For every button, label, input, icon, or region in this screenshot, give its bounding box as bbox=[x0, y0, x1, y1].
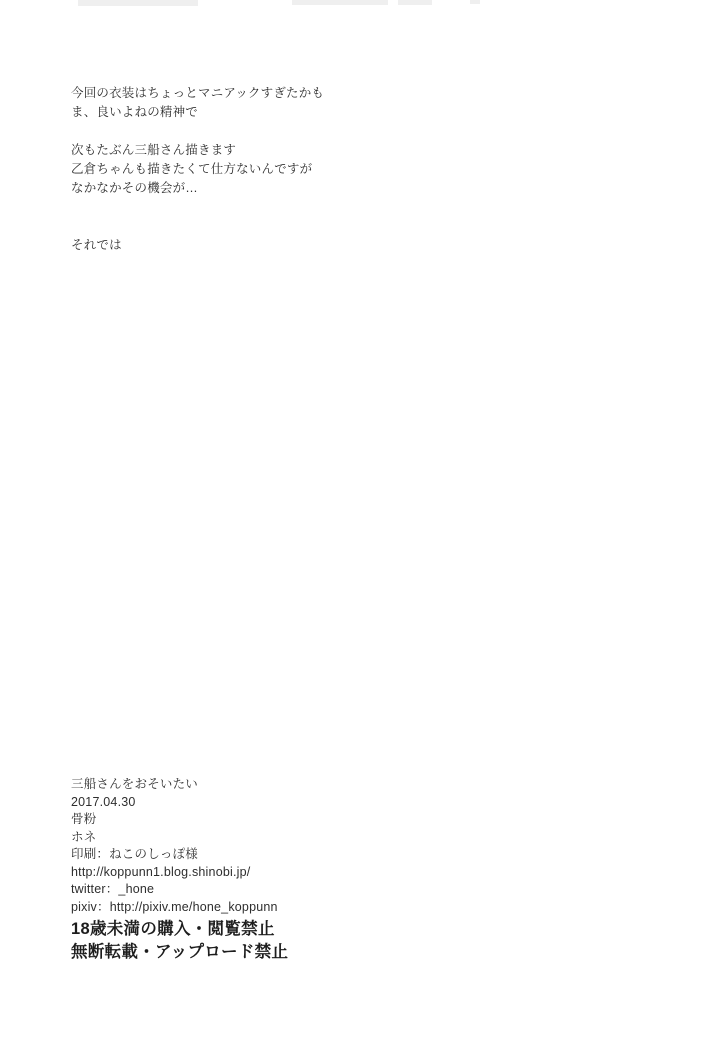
afterword-line: 今回の衣装はちょっとマニアックすぎたかも bbox=[71, 86, 325, 100]
afterword-line: 乙倉ちゃんも描きたくて仕方ないんですが bbox=[71, 162, 313, 176]
colophon-blog-url[interactable]: http://koppunn1.blog.shinobi.jp/ bbox=[71, 864, 251, 879]
afterword-line: なかなかその機会が… bbox=[71, 181, 199, 195]
age-restriction-notice bbox=[71, 918, 491, 964]
colophon-printer: 印刷：ねこのしっぽ様 bbox=[71, 847, 199, 861]
scan-smudge bbox=[398, 0, 432, 5]
colophon-twitter[interactable]: twitter：_hone bbox=[71, 882, 155, 896]
notice-line-age: 18歳未満の購入・閲覧禁止 bbox=[71, 920, 275, 938]
afterword-line: 次もたぶん三船さん描きます bbox=[71, 143, 237, 157]
afterword-closing-line: それでは bbox=[71, 238, 122, 252]
scan-smudge bbox=[470, 0, 480, 4]
scan-edge-artifacts bbox=[0, 0, 723, 14]
colophon-date: 2017.04.30 bbox=[71, 794, 136, 809]
colophon-pixiv-url[interactable]: pixiv：http://pixiv.me/hone_koppunn bbox=[71, 899, 278, 914]
colophon-author: ホネ bbox=[71, 829, 97, 844]
scan-smudge bbox=[78, 0, 198, 6]
colophon-circle: 骨粉 bbox=[71, 812, 97, 826]
scan-smudge bbox=[292, 0, 388, 5]
afterword-text-block bbox=[71, 84, 491, 255]
afterword-line: ま、良いよねの精神で bbox=[71, 105, 199, 119]
colophon-title: 三船さんをおそいたい bbox=[71, 777, 199, 791]
notice-line-reupload: 無断転載・アップロード禁止 bbox=[71, 943, 289, 961]
colophon-block bbox=[71, 776, 491, 916]
